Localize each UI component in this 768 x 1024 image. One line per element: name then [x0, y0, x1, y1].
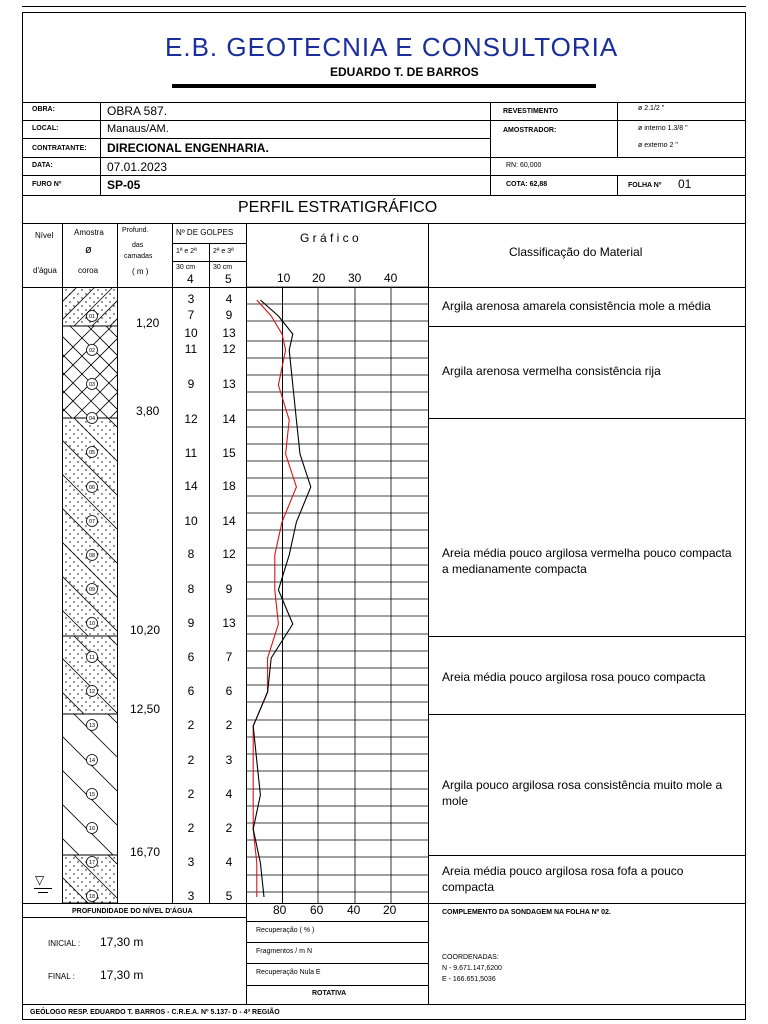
footer-line	[246, 985, 428, 986]
depth-3: 10,20	[130, 623, 161, 637]
axis-top-10: 10	[277, 271, 291, 285]
blow-count: 13	[222, 377, 236, 391]
blow-count: 14	[222, 412, 236, 426]
revestimento-label: REVESTIMENTO	[503, 108, 559, 115]
sample-marker	[87, 550, 98, 561]
sample-marker	[87, 891, 98, 902]
col-grafico: G r á f i c o	[300, 231, 359, 245]
footer-divider-1	[246, 903, 247, 1004]
axis-bottom-20: 20	[383, 903, 397, 917]
blow-count: 12	[222, 342, 236, 356]
water-level-line2	[38, 892, 48, 893]
blow-count: 4	[225, 787, 233, 801]
blow-count: 15	[222, 446, 236, 460]
footer-divider-2	[428, 903, 429, 1004]
inicial-label: INICIAL :	[48, 939, 81, 948]
sample-number: 13	[88, 723, 96, 729]
layer-3: Areia média pouco argilosa vermelha pouco compacta a medianamente compacta	[442, 546, 732, 576]
blow-count: 7	[225, 650, 233, 664]
sample-number: 16	[88, 826, 96, 832]
furo-value: SP-05	[107, 178, 141, 192]
footer-nivel-line	[22, 917, 246, 918]
sample-number: 17	[88, 860, 96, 866]
company-name: E.B. GEOTECNIA E CONSULTORIA	[165, 32, 619, 62]
blow-count: 12	[184, 412, 198, 426]
series-line	[253, 300, 311, 897]
coord-n: N - 9.671.147,6200	[442, 965, 502, 972]
blow-count: 6	[187, 684, 195, 698]
blow-count: 2	[187, 753, 195, 767]
col-g2: 2ª e 3ª	[213, 248, 234, 255]
sample-marker	[87, 379, 98, 390]
col-amostra-sym: ø	[85, 244, 92, 256]
sample-marker	[87, 311, 98, 322]
furo-label: FURO Nº	[32, 181, 62, 188]
water-level-icon: ▽	[35, 873, 45, 887]
col-g2n: 5	[225, 272, 232, 286]
sample-marker	[87, 686, 98, 697]
blow-count: 5	[225, 889, 233, 903]
sample-number: 07	[88, 519, 96, 525]
profile-title: PERFIL ESTRATIGRÁFICO	[238, 199, 438, 216]
footer-line	[246, 942, 428, 943]
layer-5: Argila pouco argilosa rosa consistência muito mole a mole	[442, 778, 723, 808]
blow-count: 10	[184, 326, 198, 340]
blow-count: 4	[225, 855, 233, 869]
sample-number: 11	[89, 655, 95, 661]
depth-5: 16,70	[130, 845, 161, 859]
blow-count: 3	[187, 855, 195, 869]
folha-value: 01	[678, 177, 692, 191]
obra-value: OBRA 587.	[107, 104, 168, 118]
depth-2: 3,80	[136, 404, 160, 418]
recuperacao-nula-label: Recuperação Nula E	[256, 969, 321, 976]
sample-number: 04	[88, 416, 96, 422]
col-amostra: Amostra	[74, 228, 104, 237]
series-line	[253, 300, 296, 897]
blow-count: 13	[222, 616, 236, 630]
footer-line	[246, 963, 428, 964]
sample-number: 14	[88, 758, 96, 764]
blow-count: 7	[187, 308, 195, 322]
amostrador-interno: ø interno 1.3/8 "	[638, 125, 688, 132]
layer-2: Argila arenosa vermelha consistência rija	[442, 364, 661, 378]
blow-count: 3	[187, 889, 195, 903]
axis-bottom-40: 40	[347, 903, 361, 917]
strata-hatch	[2, 287, 203, 326]
blow-count: 2	[187, 718, 195, 732]
col-g1n: 4	[187, 272, 194, 286]
sample-number: 12	[88, 689, 96, 695]
local-value: Manaus/AM.	[107, 123, 169, 135]
axis-top-20: 20	[312, 271, 326, 285]
blow-count: 8	[187, 582, 195, 596]
final-label: FINAL :	[48, 972, 75, 981]
blow-count: 6	[187, 650, 195, 664]
sample-number: 01	[88, 314, 96, 320]
complemento: COMPLEMENTO DA SONDAGEM NA FOLHA Nº 02.	[442, 909, 611, 916]
col-profund3: camadas	[124, 253, 153, 260]
final-value: 17,30 m	[100, 968, 144, 982]
axis-top-40: 40	[384, 271, 398, 285]
col-g1b: 30 cm	[176, 264, 196, 271]
blow-count: 3	[225, 753, 233, 767]
blow-count: 14	[222, 514, 236, 528]
col-nivel2: d'água	[33, 266, 57, 275]
amostrador-externo: ø externo 2 "	[638, 142, 678, 149]
amostrador-label: AMOSTRADOR:	[503, 127, 557, 134]
sample-number: 15	[88, 792, 96, 798]
sample-marker	[87, 618, 98, 629]
sample-marker	[87, 584, 98, 595]
nivel-title: PROFUNDIDADE DO NÍVEL D'ÁGUA	[72, 908, 193, 915]
blow-count: 6	[225, 684, 233, 698]
data-label: DATA:	[32, 162, 53, 169]
blow-count: 2	[225, 821, 233, 835]
sample-number: 08	[88, 553, 96, 559]
sample-marker	[87, 413, 98, 424]
col-profund: Profund.	[122, 227, 149, 234]
sample-marker	[87, 823, 98, 834]
obra-label: OBRA:	[32, 106, 55, 113]
blow-count: 9	[225, 308, 233, 322]
revestimento-value: ø 2.1/2 "	[638, 105, 665, 112]
col-golpes: Nº DE GOLPES	[176, 228, 234, 237]
col-g1: 1ª e 2ª	[176, 248, 197, 255]
blow-count: 3	[187, 292, 195, 306]
col-profund4: ( m )	[132, 267, 149, 276]
blow-count: 11	[184, 342, 198, 356]
depth-4: 12,50	[130, 702, 161, 716]
blow-count: 2	[187, 821, 195, 835]
sample-number: 02	[88, 348, 96, 354]
data-value: 07.01.2023	[107, 160, 168, 174]
blow-count: 10	[184, 514, 198, 528]
water-level-line	[34, 888, 52, 889]
sample-marker	[87, 720, 98, 731]
recuperacao-label: Recuperação ( % )	[256, 927, 315, 934]
sample-number: 18	[88, 894, 96, 900]
blow-count: 14	[184, 479, 198, 493]
footer-bottom-line	[22, 1004, 746, 1005]
col-amostra2: coroa	[78, 266, 99, 275]
col-profund2: das	[132, 242, 144, 249]
blow-count: 9	[225, 582, 233, 596]
sample-number: 05	[88, 450, 96, 456]
blow-count: 9	[187, 616, 195, 630]
sample-marker	[87, 516, 98, 527]
layer-4: Areia média pouco argilosa rosa pouco compacta	[442, 670, 706, 684]
sample-marker	[87, 857, 98, 868]
layer-6: Areia média pouco argilosa rosa fofa a pouco compacta	[442, 864, 684, 894]
blow-count: 8	[187, 547, 195, 561]
contratante-value: DIRECIONAL ENGENHARIA.	[107, 141, 269, 155]
cota-value: COTA: 62,88	[506, 181, 548, 188]
sample-marker	[87, 755, 98, 766]
sample-marker	[87, 789, 98, 800]
axis-bottom-80: 80	[273, 903, 287, 917]
coord-e: E - 166.651,5036	[442, 976, 496, 983]
inicial-value: 17,30 m	[100, 935, 144, 949]
blow-count: 9	[187, 377, 195, 391]
blow-count: 11	[184, 446, 198, 460]
footer-line	[246, 921, 428, 922]
blow-count: 4	[225, 292, 233, 306]
axis-top-30: 30	[348, 271, 362, 285]
col-nivel: Nível	[35, 231, 54, 240]
sample-marker	[87, 447, 98, 458]
strata-hatch	[0, 326, 306, 418]
folha-label: FOLHA Nº	[628, 182, 662, 189]
sample-number: 06	[88, 485, 96, 491]
blow-count: 2	[225, 718, 233, 732]
sample-marker	[87, 482, 98, 493]
rn-value: RN: 60,000	[506, 162, 542, 169]
col-g2b: 30 cm	[213, 264, 233, 271]
local-label: LOCAL:	[32, 125, 59, 132]
blow-count: 2	[187, 787, 195, 801]
sample-number: 09	[88, 587, 96, 593]
sample-number: 10	[88, 621, 96, 627]
coordenadas-label: COORDENADAS:	[442, 954, 499, 961]
blow-count: 12	[222, 547, 236, 561]
person-name: EDUARDO T. DE BARROS	[330, 65, 479, 79]
axis-bottom-60: 60	[310, 903, 324, 917]
sample-marker	[87, 345, 98, 356]
blow-count: 18	[222, 479, 236, 493]
geologo: GEÓLOGO RESP. EDUARDO T. BARROS - C.R.E.A. Nº 5.137- D - 4ª REGIÃO	[30, 1009, 280, 1016]
contratante-label: CONTRATANTE:	[32, 145, 87, 152]
fragmentos-label: Fragmentos / m N	[256, 948, 313, 955]
blow-count: 13	[222, 326, 236, 340]
rotativa-label: ROTATIVA	[312, 990, 347, 997]
col-classif: Classificação do Material	[509, 245, 643, 259]
depth-1: 1,20	[136, 316, 160, 330]
sample-marker	[87, 652, 98, 663]
sample-number: 03	[88, 382, 96, 388]
layer-1: Argila arenosa amarela consistência mole a média	[442, 299, 711, 313]
